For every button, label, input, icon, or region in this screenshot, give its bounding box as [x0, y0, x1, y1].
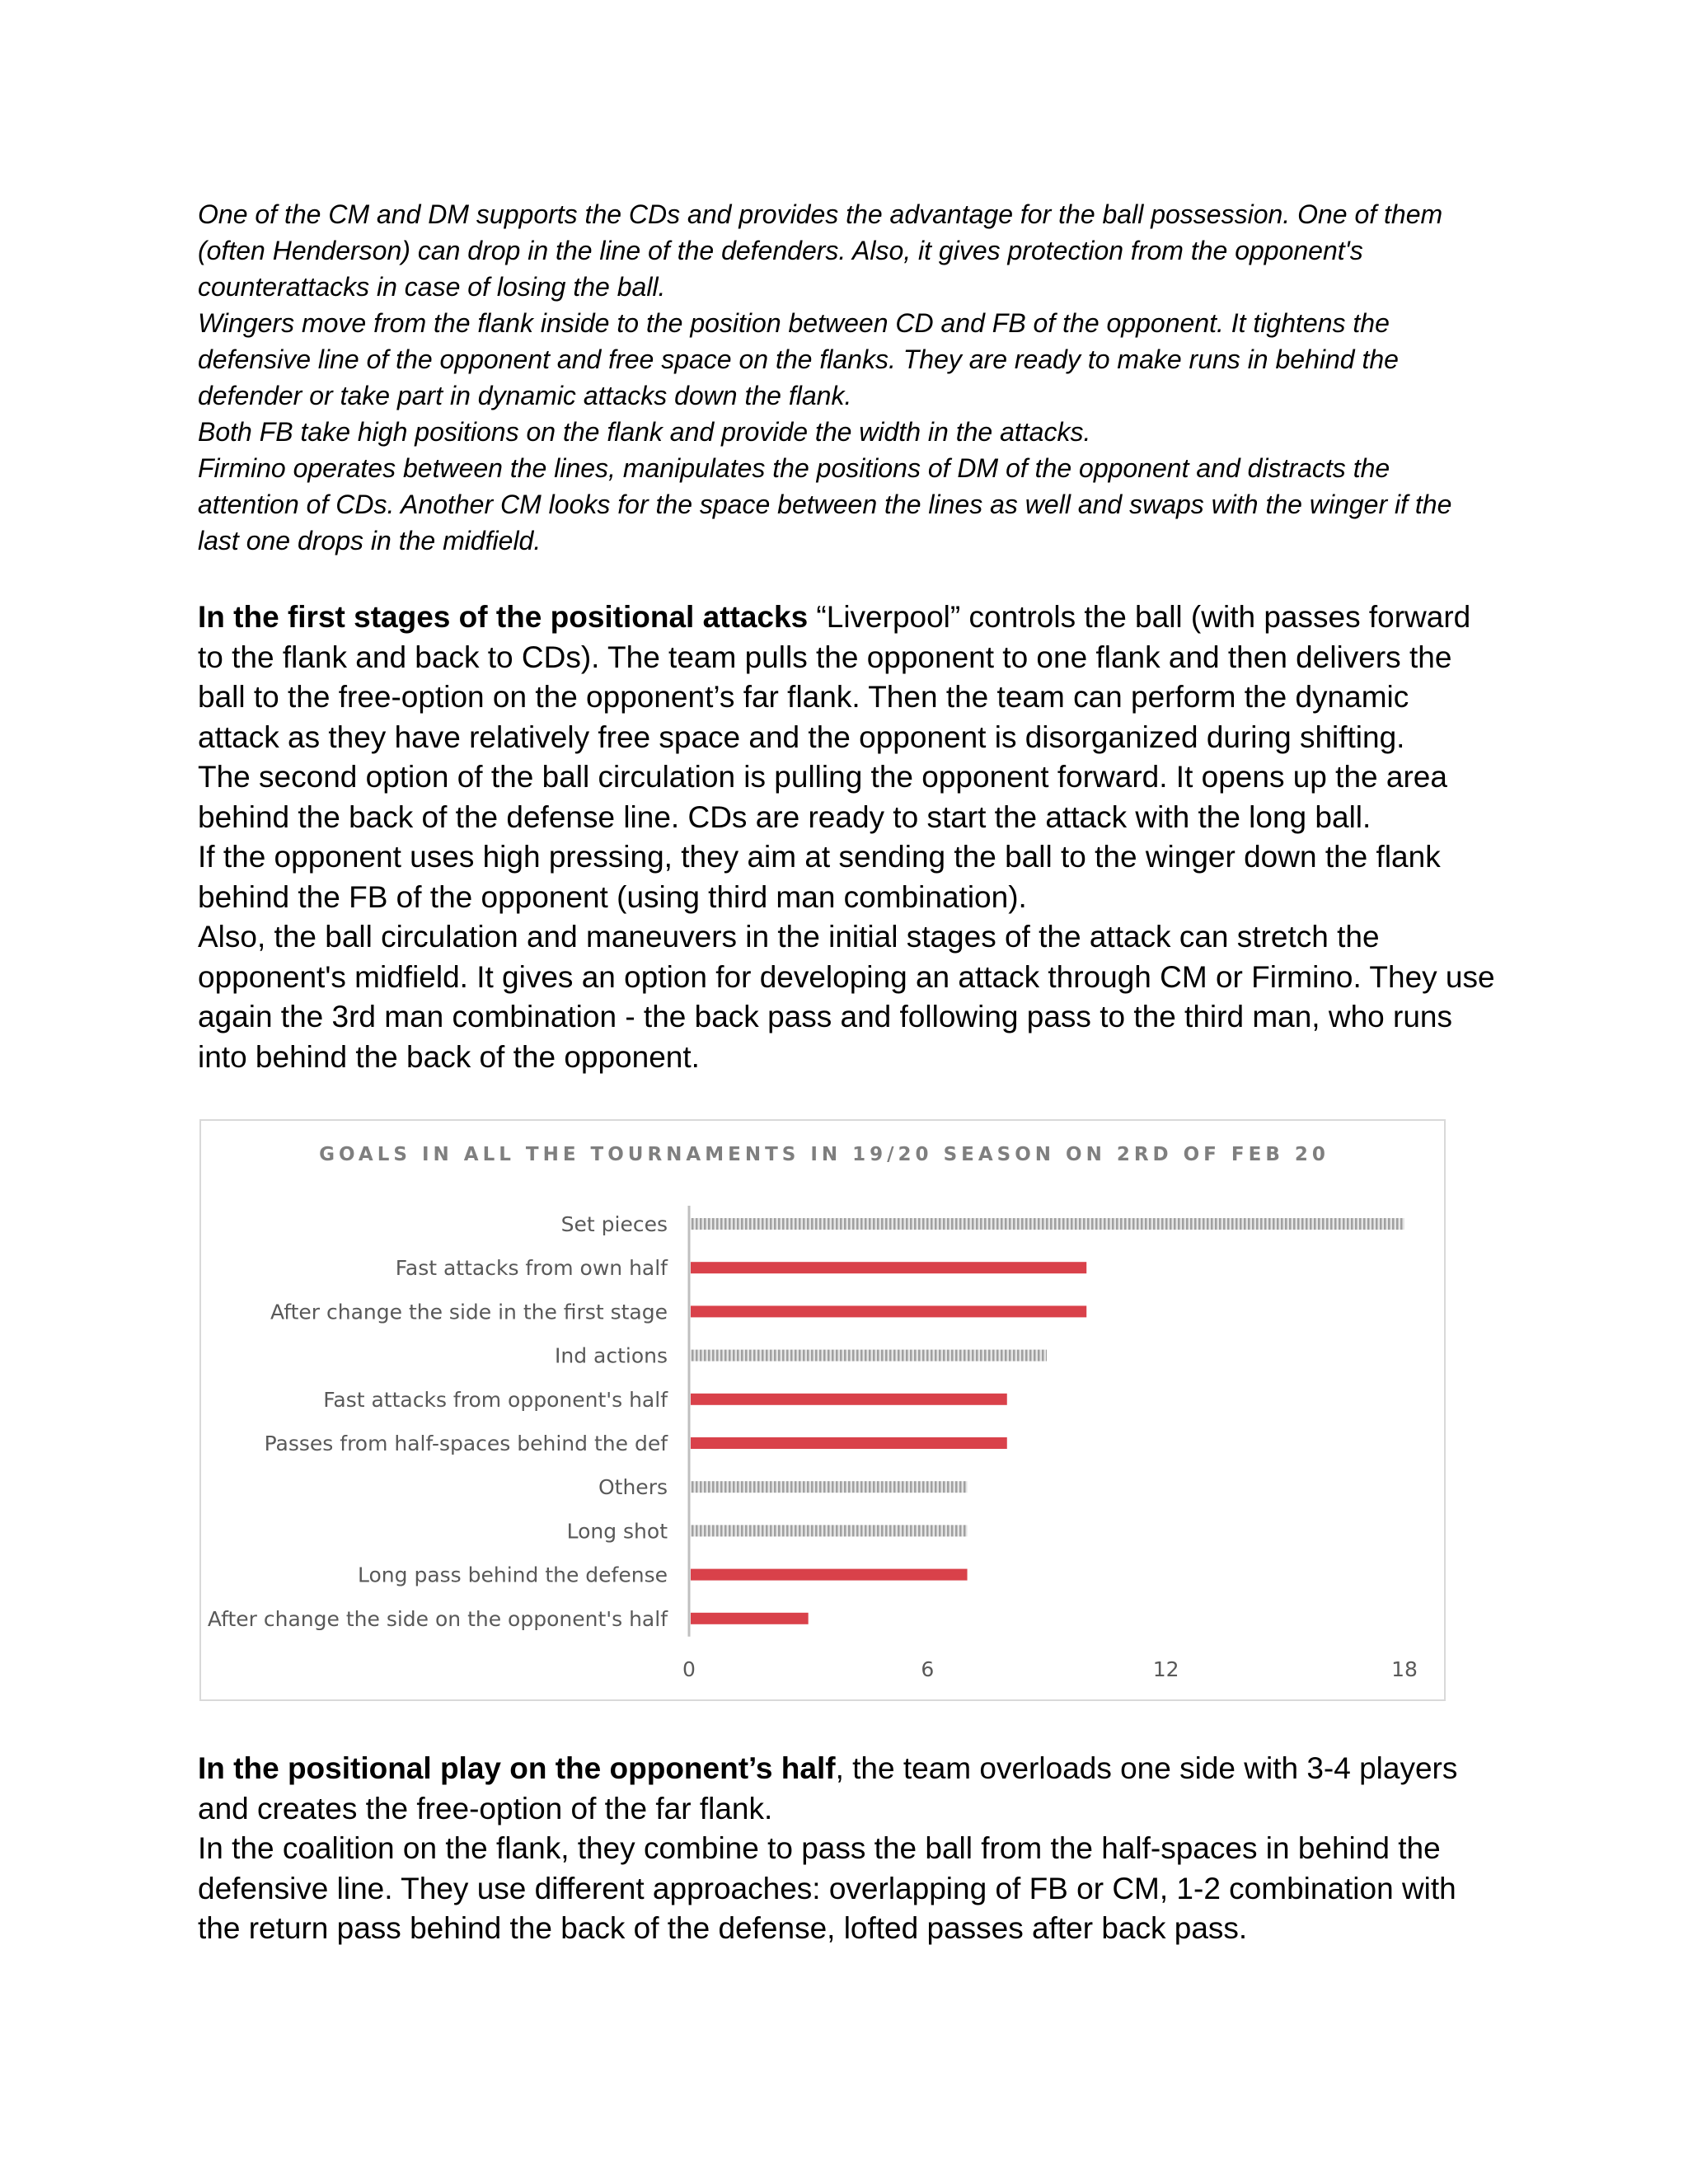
- category-label: Set pieces: [560, 1212, 668, 1236]
- category-label: Fast attacks from own half: [395, 1256, 668, 1281]
- section-first-stages: [198, 598, 1496, 1077]
- chart-marks: [208, 1206, 1418, 1681]
- section-lead-text: , the team overloads one side with 3-4 players and creates the free-option of the far flank.: [198, 1751, 1458, 1825]
- body-paragraph: In the coalition on the flank, they combine to pass the ball from the half-spaces in behind the defensive line. They use different approaches: overlapping of FB or CM, 1-2 combination with the return pass behind the back of the defense, lofted passes after back pass.: [198, 1831, 1456, 1945]
- bar-after-change-the-side-on-the-opponent-s-half: [691, 1613, 809, 1624]
- bar-others: [691, 1481, 968, 1493]
- intro-paragraph: Firmino operates between the lines, manipulates the positions of DM of the opponent and distracts the attention of CDs. Another CM looks for the space between the lines as well and swaps with the winger if the last one drops in the midfield.: [198, 453, 1452, 555]
- category-label: Long shot: [566, 1519, 668, 1544]
- x-tick-label: 0: [682, 1657, 696, 1681]
- bar-ind-actions: [691, 1350, 1047, 1361]
- bar-set-pieces: [691, 1218, 1404, 1230]
- category-label: Passes from half-spaces behind the def: [264, 1432, 668, 1455]
- goals-chart: [199, 1119, 1446, 1701]
- section-lead-bold: In the first stages of the positional attacks: [198, 600, 809, 634]
- x-tick-label: 6: [921, 1657, 935, 1681]
- intro-paragraph: Both FB take high positions on the flank and provide the width in the attacks.: [198, 417, 1091, 447]
- bar-long-shot: [691, 1525, 968, 1536]
- intro-paragraph: One of the CM and DM supports the CDs and provides the advantage for the ball possession. One of them (often Henderson) can drop in the line of the defenders. Also, it gives protection from the opponent's counterattacks in case of losing the ball.: [198, 199, 1443, 302]
- x-tick-label: 18: [1391, 1657, 1418, 1681]
- section-lead-paragraph: [198, 598, 1496, 757]
- category-label: Long pass behind the defense: [358, 1563, 668, 1587]
- category-label: Others: [598, 1475, 668, 1500]
- category-label: After change the side in the first stage: [270, 1300, 668, 1324]
- category-label: After change the side on the opponent's half: [207, 1606, 668, 1631]
- section-lead-text: “Liverpool” controls the ball (with passes forward to the flank and back to CDs). The team pulls the opponent to one flank and then delivers the ball to the free-option on the opponent’s far flank. Then the team can perform the dynamic attack as they have relatively free space and the opponent is disorganized during shifting.: [198, 600, 1471, 754]
- bar-after-change-the-side-in-the-first-stage: [691, 1305, 1086, 1317]
- category-label: Ind actions: [554, 1343, 668, 1368]
- section-lead-bold: In the positional play on the opponent’s half: [198, 1751, 836, 1785]
- x-tick-label: 12: [1152, 1657, 1179, 1681]
- bar-passes-from-half-spaces-behind-the-def: [691, 1437, 1007, 1449]
- bar-long-pass-behind-the-defense: [691, 1569, 968, 1581]
- chart-title: GOALS IN ALL THE TOURNAMENTS IN 19/20 SEASON ON 2RD OF FEB 20: [319, 1144, 1329, 1165]
- body-paragraph: If the opponent uses high pressing, they aim at sending the ball to the winger down the flank behind the FB of the opponent (using third man combination).: [198, 840, 1441, 914]
- bar-fast-attacks-from-opponent-s-half: [691, 1394, 1007, 1405]
- category-label: Fast attacks from opponent's half: [323, 1387, 668, 1412]
- section-lead-paragraph: [198, 1749, 1496, 1829]
- section-positional-play: [198, 1749, 1496, 1949]
- intro-italic-notes: [198, 196, 1496, 559]
- goals-bar-chart-svg: [201, 1121, 1447, 1703]
- body-paragraph: The second option of the ball circulation is pulling the opponent forward. It opens up the area behind the back of the defense line. CDs are ready to start the attack with the long ball.: [198, 760, 1447, 834]
- body-paragraph: Also, the ball circulation and maneuvers in the initial stages of the attack can stretch the opponent's midfield. It gives an option for developing an attack through CM or Firmino. They use again the 3rd man combination - the back pass and following pass to the third man, who runs into behind the back of the opponent.: [198, 920, 1495, 1074]
- bar-fast-attacks-from-own-half: [691, 1262, 1086, 1273]
- intro-paragraph: Wingers move from the flank inside to the position between CD and FB of the opponent. It tightens the defensive line of the opponent and free space on the flanks. They are ready to make runs in behind the defender or take part in dynamic attacks down the flank.: [198, 308, 1399, 410]
- document-page: [198, 196, 1496, 1077]
